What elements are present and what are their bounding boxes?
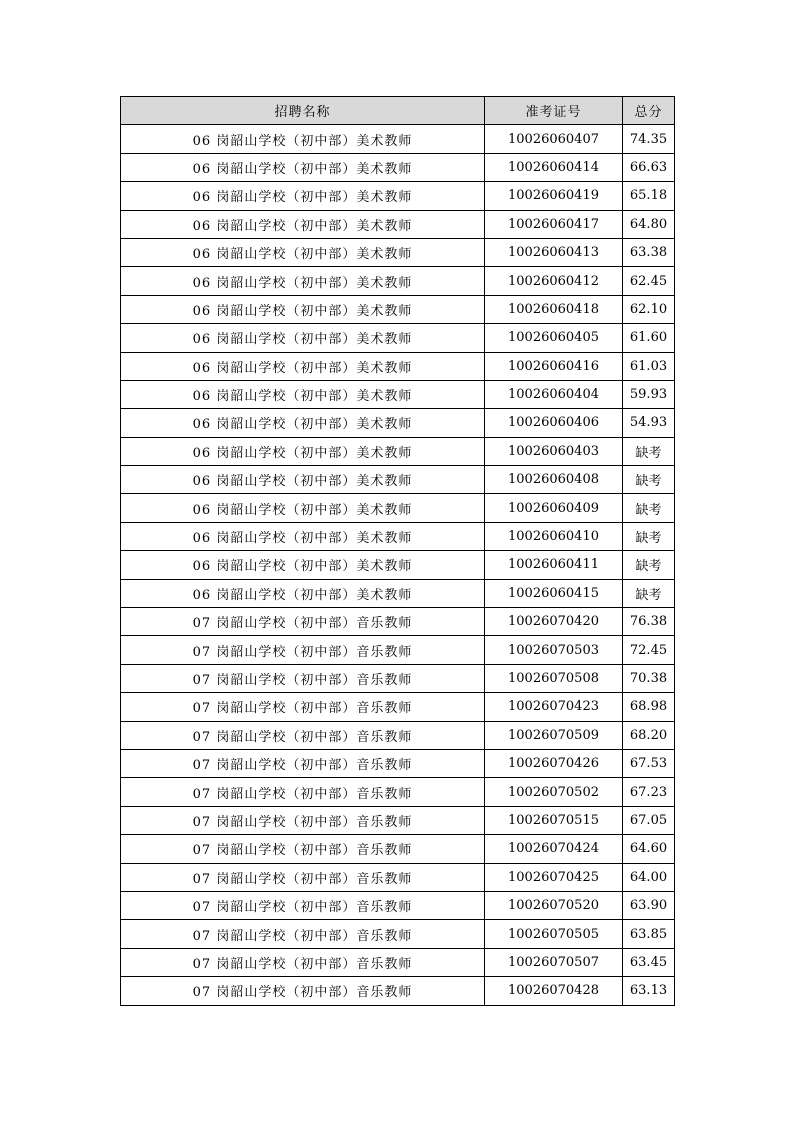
table-row xyxy=(121,920,675,948)
exam-id-cell: 10026060406 xyxy=(485,409,623,437)
exam-id-cell: 10026060419 xyxy=(485,182,623,210)
total-score-cell: 62.45 xyxy=(623,267,675,295)
table-row xyxy=(121,693,675,721)
header-exam-id: 准考证号 xyxy=(485,97,623,125)
exam-id-cell: 10026060409 xyxy=(485,494,623,522)
exam-id-cell: 10026060407 xyxy=(485,125,623,153)
exam-id-cell: 10026070508 xyxy=(485,664,623,692)
total-score-cell: 64.80 xyxy=(623,210,675,238)
position-name-cell: 07 岗韶山学校（初中部）音乐教师 xyxy=(121,891,485,919)
position-name-cell: 06 岗韶山学校（初中部）美术教师 xyxy=(121,182,485,210)
position-name-cell: 07 岗韶山学校（初中部）音乐教师 xyxy=(121,835,485,863)
exam-id-cell: 10026060408 xyxy=(485,466,623,494)
table-row xyxy=(121,636,675,664)
exam-id-cell: 10026070424 xyxy=(485,835,623,863)
exam-id-cell: 10026060405 xyxy=(485,324,623,352)
exam-id-cell: 10026060418 xyxy=(485,295,623,323)
position-name-cell: 06 岗韶山学校（初中部）美术教师 xyxy=(121,380,485,408)
table-row xyxy=(121,494,675,522)
exam-id-cell: 10026070505 xyxy=(485,920,623,948)
exam-id-cell: 10026060404 xyxy=(485,380,623,408)
position-name-cell: 07 岗韶山学校（初中部）音乐教师 xyxy=(121,608,485,636)
position-name-cell: 07 岗韶山学校（初中部）音乐教师 xyxy=(121,693,485,721)
position-name-cell: 07 岗韶山学校（初中部）音乐教师 xyxy=(121,636,485,664)
position-name-cell: 06 岗韶山学校（初中部）美术教师 xyxy=(121,409,485,437)
table-row xyxy=(121,977,675,1005)
table-row xyxy=(121,324,675,352)
exam-id-cell: 10026070426 xyxy=(485,749,623,777)
position-name-cell: 07 岗韶山学校（初中部）音乐教师 xyxy=(121,664,485,692)
header-row xyxy=(121,97,675,125)
total-score-cell: 68.20 xyxy=(623,721,675,749)
position-name-cell: 06 岗韶山学校（初中部）美术教师 xyxy=(121,295,485,323)
table-row xyxy=(121,210,675,238)
exam-id-cell: 10026070420 xyxy=(485,608,623,636)
position-name-cell: 07 岗韶山学校（初中部）音乐教师 xyxy=(121,948,485,976)
exam-id-cell: 10026070515 xyxy=(485,806,623,834)
table-row xyxy=(121,295,675,323)
total-score-cell: 缺考 xyxy=(623,437,675,465)
position-name-cell: 07 岗韶山学校（初中部）音乐教师 xyxy=(121,863,485,891)
table-body xyxy=(121,125,675,1005)
total-score-cell: 70.38 xyxy=(623,664,675,692)
position-name-cell: 07 岗韶山学校（初中部）音乐教师 xyxy=(121,778,485,806)
table-row xyxy=(121,522,675,550)
total-score-cell: 缺考 xyxy=(623,579,675,607)
total-score-cell: 67.53 xyxy=(623,749,675,777)
total-score-cell: 缺考 xyxy=(623,522,675,550)
header-position-name: 招聘名称 xyxy=(121,97,485,125)
total-score-cell: 74.35 xyxy=(623,125,675,153)
exam-id-cell: 10026060410 xyxy=(485,522,623,550)
position-name-cell: 07 岗韶山学校（初中部）音乐教师 xyxy=(121,749,485,777)
position-name-cell: 07 岗韶山学校（初中部）音乐教师 xyxy=(121,920,485,948)
exam-id-cell: 10026060411 xyxy=(485,551,623,579)
table-row xyxy=(121,238,675,266)
exam-id-cell: 10026060415 xyxy=(485,579,623,607)
total-score-cell: 63.38 xyxy=(623,238,675,266)
total-score-cell: 缺考 xyxy=(623,494,675,522)
table-row xyxy=(121,664,675,692)
exam-id-cell: 10026070520 xyxy=(485,891,623,919)
total-score-cell: 76.38 xyxy=(623,608,675,636)
header-total-score: 总分 xyxy=(623,97,675,125)
position-name-cell: 06 岗韶山学校（初中部）美术教师 xyxy=(121,466,485,494)
total-score-cell: 63.45 xyxy=(623,948,675,976)
total-score-cell: 67.23 xyxy=(623,778,675,806)
table-row xyxy=(121,409,675,437)
position-name-cell: 06 岗韶山学校（初中部）美术教师 xyxy=(121,579,485,607)
table-row xyxy=(121,153,675,181)
position-name-cell: 06 岗韶山学校（初中部）美术教师 xyxy=(121,238,485,266)
table-row xyxy=(121,551,675,579)
total-score-cell: 64.60 xyxy=(623,835,675,863)
total-score-cell: 62.10 xyxy=(623,295,675,323)
total-score-cell: 63.85 xyxy=(623,920,675,948)
table-header xyxy=(121,97,675,125)
table-row xyxy=(121,267,675,295)
exam-id-cell: 10026060403 xyxy=(485,437,623,465)
table-row xyxy=(121,466,675,494)
exam-id-cell: 10026070507 xyxy=(485,948,623,976)
exam-id-cell: 10026070425 xyxy=(485,863,623,891)
total-score-cell: 64.00 xyxy=(623,863,675,891)
position-name-cell: 06 岗韶山学校（初中部）美术教师 xyxy=(121,437,485,465)
exam-id-cell: 10026070509 xyxy=(485,721,623,749)
position-name-cell: 07 岗韶山学校（初中部）音乐教师 xyxy=(121,721,485,749)
exam-id-cell: 10026060413 xyxy=(485,238,623,266)
exam-id-cell: 10026070423 xyxy=(485,693,623,721)
total-score-cell: 61.03 xyxy=(623,352,675,380)
position-name-cell: 06 岗韶山学校（初中部）美术教师 xyxy=(121,494,485,522)
position-name-cell: 06 岗韶山学校（初中部）美术教师 xyxy=(121,267,485,295)
position-name-cell: 06 岗韶山学校（初中部）美术教师 xyxy=(121,551,485,579)
total-score-cell: 68.98 xyxy=(623,693,675,721)
position-name-cell: 07 岗韶山学校（初中部）音乐教师 xyxy=(121,977,485,1005)
exam-id-cell: 10026060416 xyxy=(485,352,623,380)
total-score-cell: 54.93 xyxy=(623,409,675,437)
score-table xyxy=(120,96,675,1006)
exam-id-cell: 10026070428 xyxy=(485,977,623,1005)
exam-id-cell: 10026060417 xyxy=(485,210,623,238)
exam-id-cell: 10026060414 xyxy=(485,153,623,181)
exam-id-cell: 10026060412 xyxy=(485,267,623,295)
position-name-cell: 06 岗韶山学校（初中部）美术教师 xyxy=(121,522,485,550)
table-row xyxy=(121,778,675,806)
table-row xyxy=(121,125,675,153)
total-score-cell: 缺考 xyxy=(623,466,675,494)
exam-id-cell: 10026070503 xyxy=(485,636,623,664)
total-score-cell: 59.93 xyxy=(623,380,675,408)
total-score-cell: 61.60 xyxy=(623,324,675,352)
total-score-cell: 63.90 xyxy=(623,891,675,919)
total-score-cell: 72.45 xyxy=(623,636,675,664)
total-score-cell: 缺考 xyxy=(623,551,675,579)
table-row xyxy=(121,749,675,777)
table-row xyxy=(121,352,675,380)
position-name-cell: 06 岗韶山学校（初中部）美术教师 xyxy=(121,210,485,238)
table-row xyxy=(121,579,675,607)
total-score-cell: 66.63 xyxy=(623,153,675,181)
table-row xyxy=(121,608,675,636)
table-row xyxy=(121,835,675,863)
position-name-cell: 07 岗韶山学校（初中部）音乐教师 xyxy=(121,806,485,834)
position-name-cell: 06 岗韶山学校（初中部）美术教师 xyxy=(121,352,485,380)
table-row xyxy=(121,863,675,891)
total-score-cell: 67.05 xyxy=(623,806,675,834)
table-row xyxy=(121,721,675,749)
table-row xyxy=(121,948,675,976)
table-row xyxy=(121,182,675,210)
position-name-cell: 06 岗韶山学校（初中部）美术教师 xyxy=(121,324,485,352)
table-row xyxy=(121,806,675,834)
table-row xyxy=(121,437,675,465)
total-score-cell: 65.18 xyxy=(623,182,675,210)
table-row xyxy=(121,891,675,919)
position-name-cell: 06 岗韶山学校（初中部）美术教师 xyxy=(121,153,485,181)
position-name-cell: 06 岗韶山学校（初中部）美术教师 xyxy=(121,125,485,153)
table-row xyxy=(121,380,675,408)
exam-id-cell: 10026070502 xyxy=(485,778,623,806)
total-score-cell: 63.13 xyxy=(623,977,675,1005)
